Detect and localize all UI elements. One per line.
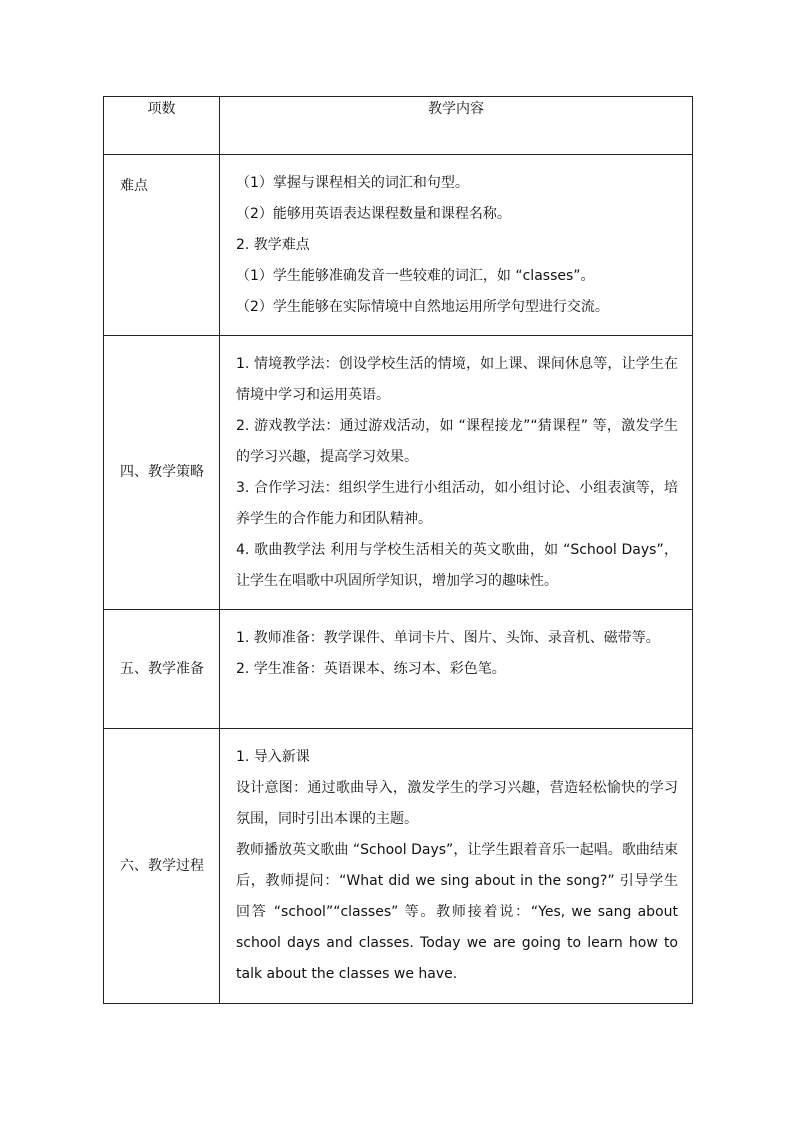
- header-teaching-content: 教学内容: [220, 97, 693, 155]
- row-label-strategies: 四、教学策略: [104, 336, 220, 610]
- content-line: （2）学生能够在实际情境中自然地运用所学句型进行交流。: [236, 299, 609, 315]
- row-label-preparation: 五、教学准备: [104, 610, 220, 729]
- row-content-preparation: [220, 610, 693, 729]
- table-row-preparation: [104, 610, 693, 729]
- header-item-count: 项数: [104, 97, 220, 155]
- table-row-strategies: [104, 336, 693, 610]
- row-content-process: [220, 729, 693, 1004]
- table-header-row: [104, 97, 693, 155]
- content-paragraph: 1. 导入新课: [236, 749, 310, 765]
- content-paragraph: 1. 情境教学法：创设学校生活的情境，如上课、课间休息等，让学生在情境中学习和运用英语。: [236, 356, 678, 403]
- row-label-process: 六、教学过程: [104, 729, 220, 1004]
- row-content-difficulties: [220, 155, 693, 336]
- content-line: （1）掌握与课程相关的词汇和句型。: [236, 175, 469, 191]
- content-paragraph: 1. 教师准备：教学课件、单词卡片、图片、头饰、录音机、磁带等。: [236, 630, 660, 646]
- content-paragraph: 3. 合作学习法：组织学生进行小组活动，如小组讨论、小组表演等，培养学生的合作能力和团队精神。: [236, 480, 678, 527]
- row-content-strategies: [220, 336, 693, 610]
- content-paragraph: 教师播放英文歌曲 “School Days”，让学生跟着音乐一起唱。歌曲结束后，教师提问：“What did we sing about in the song?” 引导学生回答 “school”“classes” 等。教师接着说：“Yes, we sang about school days and classes. Today we are going to learn how to talk about the classes we have.: [236, 842, 678, 982]
- content-paragraph: 2. 学生准备：英语课本、练习本、彩色笔。: [236, 661, 506, 677]
- row-label-difficulties: 难点: [104, 155, 220, 336]
- content-paragraph: 2. 游戏教学法：通过游戏活动，如 “课程接龙”“猜课程” 等，激发学生的学习兴趣，提高学习效果。: [236, 418, 678, 465]
- content-paragraph: 4. 歌曲教学法 利用与学校生活相关的英文歌曲，如 “School Days”，让学生在唱歌中巩固所学知识，增加学习的趣味性。: [236, 542, 678, 589]
- content-line: （1）学生能够准确发音一些较难的词汇，如 “classes”。: [236, 268, 595, 284]
- table-row-difficulties: [104, 155, 693, 336]
- content-line: （2）能够用英语表达课程数量和课程名称。: [236, 206, 511, 222]
- lesson-plan-table: [103, 96, 693, 1004]
- content-line: 2. 教学难点: [236, 237, 310, 253]
- table-row-process: [104, 729, 693, 1004]
- content-paragraph: 设计意图：通过歌曲导入，激发学生的学习兴趣，营造轻松愉快的学习氛围，同时引出本课的主题。: [236, 780, 678, 827]
